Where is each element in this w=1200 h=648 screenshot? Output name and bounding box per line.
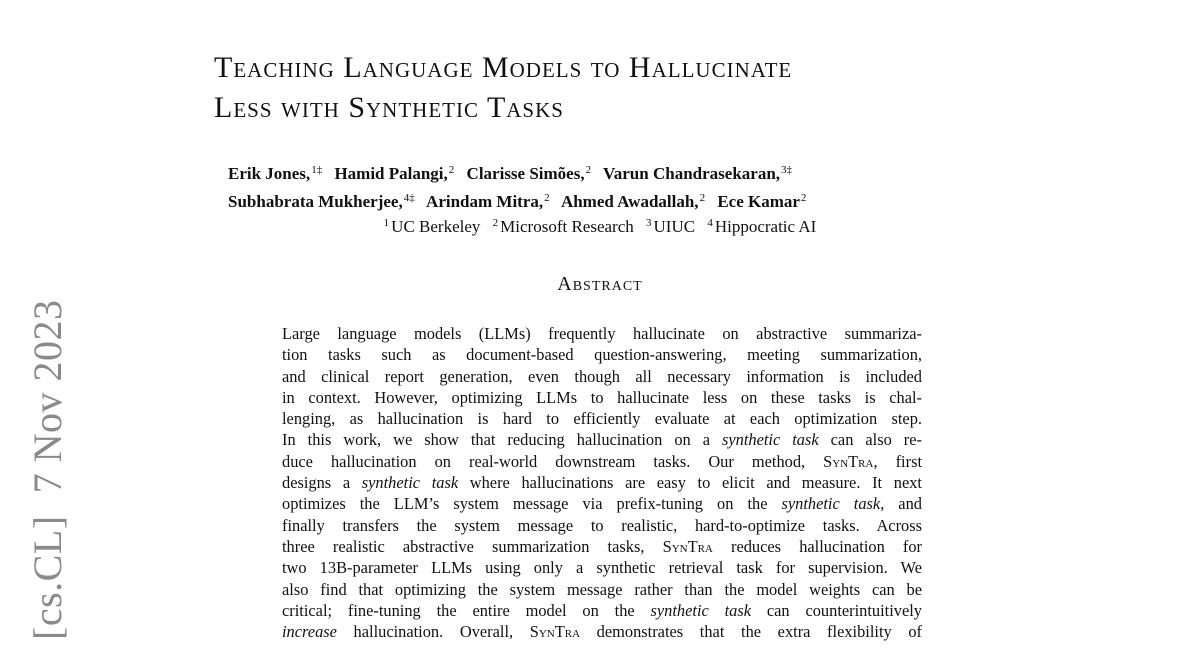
author: Hamid Palangi,$^2$ bbox=[334, 164, 455, 183]
paper-title bbox=[214, 48, 1004, 128]
abstract-line: finally transfers the system message to realistic, hard-to-optimize tasks. Across bbox=[282, 515, 922, 535]
author-line-1 bbox=[228, 158, 948, 186]
abstract-line: two 13B-parameter LLMs using only a synthetic retrieval task for supervision. We bbox=[282, 558, 922, 578]
abstract-line: duce hallucination on real-world downstream tasks. Our method, SynTra, first bbox=[282, 451, 923, 471]
author: Ece Kamar$^2$ bbox=[717, 192, 807, 211]
abstract-line: three realistic abstractive summarization tasks, SynTra reduces hallucination for bbox=[282, 536, 923, 556]
affiliation: $^1$ UC Berkeley bbox=[383, 217, 481, 236]
abstract-line: critical; fine-tuning the entire model on the synthetic task can counterintuitively bbox=[282, 600, 922, 620]
abstract-line: designs a synthetic task where hallucinations are easy to elicit and measure. It next bbox=[282, 473, 922, 493]
author: Erik Jones,$^{1\ddagger}$ bbox=[228, 164, 323, 183]
abstract-line: also find that optimizing the system message rather than the model weights can be bbox=[282, 579, 922, 599]
author: Clarisse Simões,$^2$ bbox=[466, 164, 592, 183]
abstract-line: and clinical report generation, even though all necessary information is included bbox=[282, 366, 922, 386]
abstract-line: In this work, we show that reducing hallucination on a synthetic task can also re- bbox=[282, 430, 922, 450]
affiliations bbox=[0, 211, 1200, 239]
abstract-line: optimizes the LLM’s system message via prefix-tuning on the synthetic task, and bbox=[282, 494, 922, 514]
abstract-line: tion tasks such as document-based question-answering, meeting summarization, bbox=[282, 345, 922, 365]
author: Ahmed Awadallah,$^2$ bbox=[560, 192, 706, 211]
affiliation: $^2$ Microsoft Research bbox=[492, 217, 634, 236]
affiliation: $^4$ Hippocratic AI bbox=[707, 217, 817, 236]
abstract-heading: Abstract bbox=[557, 273, 643, 295]
arxiv-category: [cs.CL] bbox=[25, 515, 70, 640]
affiliation: $^3$ UIUC bbox=[646, 217, 696, 236]
abstract-line: increase hallucination. Overall, SynTra demonstrates that the extra flexibility of bbox=[282, 622, 922, 642]
abstract-line: lenging, as hallucination is hard to efficiently evaluate at each optimization step. bbox=[282, 409, 922, 429]
arxiv-side-stamp bbox=[22, 299, 74, 640]
author: Varun Chandrasekaran,$^{3\ddagger}$ bbox=[603, 164, 793, 183]
abstract-body bbox=[282, 323, 922, 642]
author: Subhabrata Mukherjee,$^{4\ddagger}$ bbox=[228, 192, 415, 211]
title-line-1: Teaching Language Models to Hallucinate bbox=[214, 51, 793, 84]
abstract-line: in context. However, optimizing LLMs to hallucinate less on these tasks is chal- bbox=[282, 387, 922, 407]
title-line-2: Less with Synthetic Tasks bbox=[214, 91, 564, 124]
author-list bbox=[228, 158, 948, 214]
abstract-line: Large language models (LLMs) frequently hallucinate on abstractive summariza- bbox=[282, 324, 922, 343]
author: Arindam Mitra,$^2$ bbox=[426, 192, 550, 211]
arxiv-date: 7 Nov 2023 bbox=[25, 299, 70, 494]
author-line-2 bbox=[228, 186, 948, 214]
